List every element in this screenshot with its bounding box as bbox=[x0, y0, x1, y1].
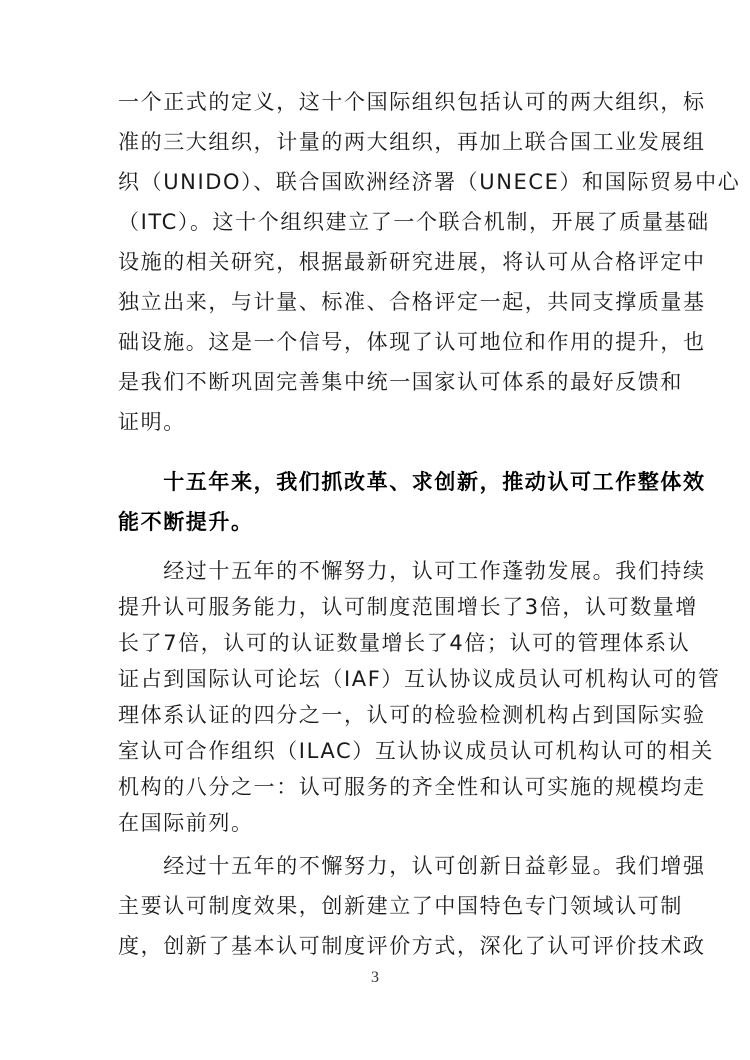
heading-line: 能不断提升。 bbox=[118, 510, 254, 534]
text-line: 是我们不断巩固完善集中统一国家认可体系的最好反馈和 bbox=[118, 370, 683, 394]
text-line: 经过十五年的不懈努力，认可创新日益彰显。我们增强 bbox=[118, 854, 706, 878]
text-line: 机构的八分之一：认可服务的齐全性和认可实施的规模均走 bbox=[118, 775, 706, 799]
text-line: 在国际前列。 bbox=[118, 811, 254, 835]
text-line: （ITC）。这十个组织建立了一个联合机制，开展了质量基础 bbox=[118, 210, 710, 234]
text-line: 证明。 bbox=[118, 410, 186, 434]
text-line: 一个正式的定义，这十个国际组织包括认可的两大组织，标 bbox=[118, 90, 706, 114]
text-line: 础设施。这是一个信号，体现了认可地位和作用的提升，也 bbox=[118, 330, 706, 354]
text-line: 长了7倍，认可的认证数量增长了4倍；认可的管理体系认 bbox=[118, 631, 691, 655]
text-line: 独立出来，与计量、标准、合格评定一起，共同支撑质量基 bbox=[118, 290, 706, 314]
heading-line: 十五年来，我们抓改革、求创新，推动认可工作整体效 bbox=[118, 470, 706, 494]
text-line: 室认可合作组织（ILAC）互认协议成员认可机构认可的相关 bbox=[118, 739, 714, 763]
text-line: 准的三大组织，计量的两大组织，再加上联合国工业发展组 bbox=[118, 130, 706, 154]
text-line: 度，创新了基本认可制度评价方式，深化了认可评价技术政 bbox=[118, 934, 706, 958]
text-line: 设施的相关研究，根据最新研究进展，将认可从合格评定中 bbox=[118, 250, 706, 274]
text-line: 证占到国际认可论坛（IAF）互认协议成员认可机构认可的管 bbox=[118, 667, 721, 691]
text-line: 提升认可服务能力，认可制度范围增长了3倍，认可数量增 bbox=[118, 595, 698, 619]
page-number: 3 bbox=[371, 969, 379, 986]
text-line: 经过十五年的不懈努力，认可工作蓬勃发展。我们持续 bbox=[118, 559, 706, 583]
text-line: 理体系认证的四分之一，认可的检验检测机构占到国际实验 bbox=[118, 703, 706, 727]
text-line: 主要认可制度效果，创新建立了中国特色专门领域认可制 bbox=[118, 894, 683, 918]
text-line: 织（UNIDO）、联合国欧洲经济署（UNECE）和国际贸易中心 bbox=[118, 170, 741, 194]
